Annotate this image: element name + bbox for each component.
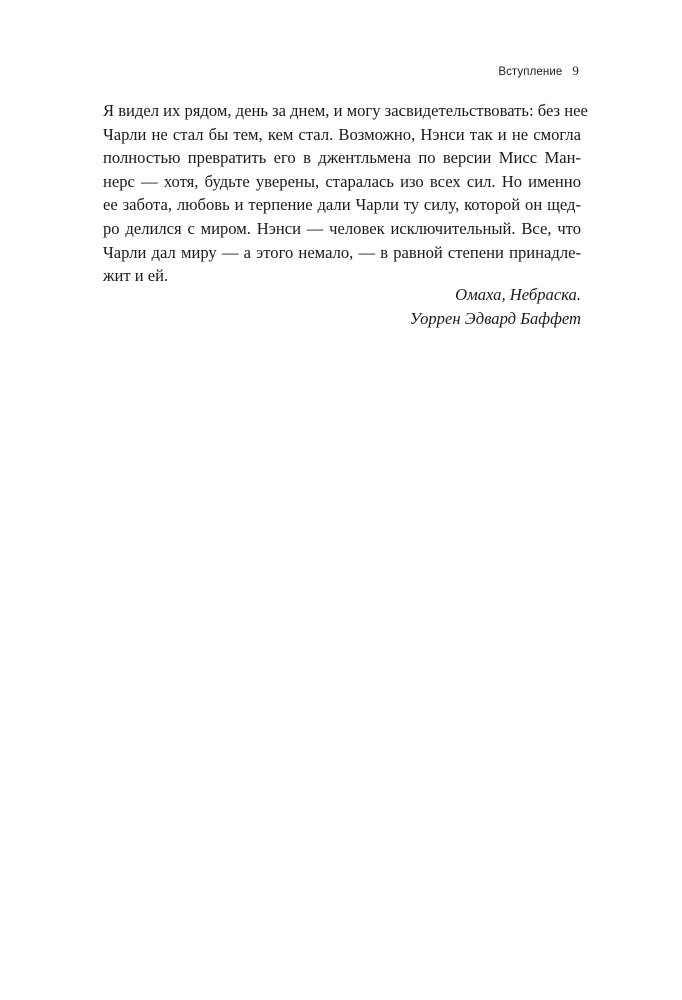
paragraph-line: ее забота, любовь и терпение дали Чарли ту силу, которой он щед-: [103, 195, 581, 215]
section-title: Вступление: [498, 66, 563, 78]
paragraph-line: Я видел их рядом, день за днем, и могу засвидетельствовать: без нее: [103, 101, 588, 120]
paragraph-line: ро делился с миром. Нэнси — человек исключительный. Все, что: [103, 218, 581, 238]
paragraph-line: Чарли дал миру — а этого немало, — в равной степени принадле-: [103, 242, 581, 262]
body-paragraph: [103, 99, 588, 288]
signature-author: Уоррен Эдвард Баффет: [409, 308, 581, 328]
signature-place: Омаха, Небраска.: [455, 285, 581, 304]
signature-block: [410, 283, 581, 330]
paragraph-line: нерс — хотя, будьте уверены, старалась изо всех сил. Но именно: [103, 171, 581, 191]
page-number: 9: [572, 63, 579, 78]
paragraph-line: жит и ей.: [103, 266, 169, 286]
paragraph-line: Чарли не стал бы тем, кем стал. Возможно, Нэнси так и не смогла: [103, 124, 581, 144]
paragraph-line: полностью превратить его в джентльмена по версии Мисс Ман-: [103, 148, 581, 168]
running-header: [498, 63, 579, 79]
